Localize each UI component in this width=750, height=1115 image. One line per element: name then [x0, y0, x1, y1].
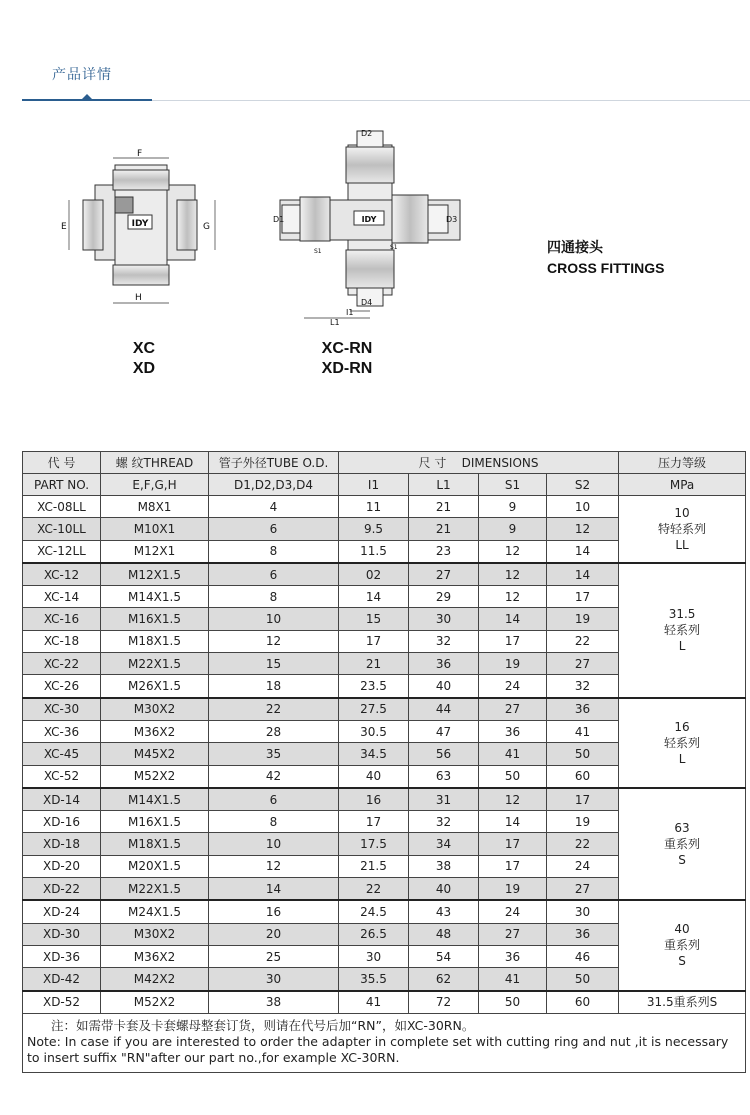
table-cell: 12	[209, 855, 339, 877]
table-cell: XC-18	[23, 630, 101, 652]
table-cell: 22	[547, 833, 619, 855]
table-cell: 24	[479, 900, 547, 923]
cross-fitting-diagram-xc	[55, 145, 230, 310]
table-cell: 32	[409, 630, 479, 652]
table-cell: 42	[209, 765, 339, 788]
table-cell: XD-24	[23, 900, 101, 923]
table-cell: 24	[479, 675, 547, 698]
table-cell: XC-14	[23, 586, 101, 608]
pressure-series-cn: 重系列	[664, 837, 701, 852]
pressure-series-code: LL	[675, 537, 689, 552]
table-cell: M36X2	[101, 945, 209, 967]
table-cell: 43	[409, 900, 479, 923]
table-cell: 27	[479, 698, 547, 721]
table-cell: 34.5	[339, 743, 409, 765]
table-cell: 50	[547, 968, 619, 991]
table-cell: 14	[339, 586, 409, 608]
table-cell: 62	[409, 968, 479, 991]
pressure-series-code: S	[678, 954, 686, 969]
table-cell: 15	[339, 608, 409, 630]
table-cell: 63	[409, 765, 479, 788]
header-l1: L1	[409, 474, 479, 496]
table-cell: 40	[409, 675, 479, 698]
table-cell: 27.5	[339, 698, 409, 721]
note-cell	[23, 1013, 746, 1072]
table-cell: 40	[339, 765, 409, 788]
table-cell: 17	[479, 630, 547, 652]
header-thread: 螺 纹THREAD	[101, 452, 209, 474]
dim-d2-label: D2	[361, 129, 373, 138]
table-cell: M30X2	[101, 923, 209, 945]
table-row	[23, 788, 746, 811]
table-cell: 30	[547, 900, 619, 923]
table-header-row	[23, 452, 746, 474]
table-cell: M16X1.5	[101, 811, 209, 833]
dim-g-label: G	[203, 222, 210, 232]
table-cell: M16X1.5	[101, 608, 209, 630]
table-cell: 54	[409, 945, 479, 967]
table-cell: XC-52	[23, 765, 101, 788]
table-cell: 22	[547, 630, 619, 652]
table-cell: 23	[409, 540, 479, 563]
table-cell: XC-30	[23, 698, 101, 721]
table-row	[23, 698, 746, 721]
table-cell: 36	[479, 945, 547, 967]
table-cell: 11	[339, 496, 409, 518]
table-cell: 12	[479, 540, 547, 563]
table-cell: XC-12	[23, 563, 101, 586]
table-cell: 36	[547, 698, 619, 721]
table-cell: 22	[209, 698, 339, 721]
table-cell: M45X2	[101, 743, 209, 765]
spec-table	[22, 451, 746, 1073]
table-row	[23, 991, 746, 1014]
table-cell: 31	[409, 788, 479, 811]
table-cell: 23.5	[339, 675, 409, 698]
table-cell: M8X1	[101, 496, 209, 518]
pressure-value: 10	[674, 505, 690, 520]
table-cell: 19	[547, 608, 619, 630]
table-cell: XD-18	[23, 833, 101, 855]
table-cell: M24X1.5	[101, 900, 209, 923]
table-cell: 36	[479, 720, 547, 742]
table-cell: M14X1.5	[101, 788, 209, 811]
pressure-series-code: L	[678, 751, 686, 766]
header-caret-icon	[82, 94, 92, 99]
product-name-cn: 四通接头	[547, 240, 603, 256]
table-cell: 16	[339, 788, 409, 811]
table-cell: 14	[209, 878, 339, 901]
table-cell: 15	[209, 653, 339, 675]
table-cell: 12	[479, 586, 547, 608]
table-cell: M30X2	[101, 698, 209, 721]
table-cell: 27	[409, 563, 479, 586]
header-accent-bar	[22, 99, 152, 101]
table-cell: 41	[479, 968, 547, 991]
table-cell: 12	[479, 563, 547, 586]
table-cell: 9	[479, 518, 547, 540]
table-cell: 24.5	[339, 900, 409, 923]
table-cell: 40	[409, 878, 479, 901]
pressure-cell	[619, 698, 746, 788]
table-cell: 10	[209, 608, 339, 630]
table-cell: 48	[409, 923, 479, 945]
header-s2: S2	[547, 474, 619, 496]
table-cell: 17	[547, 788, 619, 811]
table-cell: 8	[209, 586, 339, 608]
pressure-series-cn: 特轻系列	[658, 521, 707, 536]
table-cell: 35.5	[339, 968, 409, 991]
table-cell: 46	[547, 945, 619, 967]
table-cell: 50	[547, 743, 619, 765]
table-cell: 21	[409, 496, 479, 518]
table-cell: 30	[409, 608, 479, 630]
header-efgh: E,F,G,H	[101, 474, 209, 496]
table-cell: M10X1	[101, 518, 209, 540]
table-cell: 25	[209, 945, 339, 967]
note-cn: 注：如需带卡套及卡套螺母整套订货，则请在代号后加“RN”，如XC-30RN。	[51, 1017, 475, 1033]
table-cell: 60	[547, 991, 619, 1014]
table-cell: 12	[209, 630, 339, 652]
table-cell: XC-16	[23, 608, 101, 630]
product-name-en: CROSS FITTINGS	[547, 260, 665, 276]
pressure-value: 63	[674, 821, 690, 836]
pressure-value: 16	[674, 719, 690, 734]
table-cell: XD-52	[23, 991, 101, 1014]
table-cell: XD-16	[23, 811, 101, 833]
table-cell: 72	[409, 991, 479, 1014]
table-cell: M12X1.5	[101, 563, 209, 586]
table-cell: M20X1.5	[101, 855, 209, 877]
table-cell: XD-30	[23, 923, 101, 945]
dim-i1-label: I1	[346, 308, 354, 317]
dim-l1-label: L1	[330, 318, 340, 327]
header-s1: S1	[479, 474, 547, 496]
table-cell: XD-42	[23, 968, 101, 991]
table-cell: 21	[339, 653, 409, 675]
header-code: 代 号	[23, 452, 101, 474]
brand-mark: IDY	[131, 219, 149, 229]
note-row	[23, 1013, 746, 1072]
table-cell: 14	[479, 608, 547, 630]
table-cell: 28	[209, 720, 339, 742]
header-d1d4: D1,D2,D3,D4	[209, 474, 339, 496]
table-cell: M52X2	[101, 765, 209, 788]
table-cell: 38	[409, 855, 479, 877]
table-cell: 10	[547, 496, 619, 518]
table-cell: 24	[547, 855, 619, 877]
table-cell: 9	[479, 496, 547, 518]
table-cell: XC-12LL	[23, 540, 101, 563]
table-cell: 38	[209, 991, 339, 1014]
pressure-cell	[619, 900, 746, 990]
table-cell: 02	[339, 563, 409, 586]
table-cell: 6	[209, 563, 339, 586]
table-cell: 17	[547, 586, 619, 608]
table-cell: M12X1	[101, 540, 209, 563]
table-cell: 10	[209, 833, 339, 855]
table-cell: 29	[409, 586, 479, 608]
header-i1: I1	[339, 474, 409, 496]
header-title: 产品详情	[52, 67, 112, 83]
table-cell: 32	[547, 675, 619, 698]
dim-h-label: H	[135, 293, 142, 303]
table-cell: M18X1.5	[101, 833, 209, 855]
pressure-series-cn: 轻系列	[664, 735, 701, 750]
table-cell: 12	[547, 518, 619, 540]
table-cell: 26.5	[339, 923, 409, 945]
pressure-cell	[619, 496, 746, 563]
table-cell: XC-22	[23, 653, 101, 675]
table-cell: XC-10LL	[23, 518, 101, 540]
table-cell: 36	[409, 653, 479, 675]
header-mpa: MPa	[619, 474, 746, 496]
table-cell: 32	[409, 811, 479, 833]
table-cell: 14	[547, 540, 619, 563]
table-cell: XD-20	[23, 855, 101, 877]
table-cell: 19	[479, 653, 547, 675]
table-cell: 50	[479, 765, 547, 788]
table-cell: 17.5	[339, 833, 409, 855]
table-cell: 30.5	[339, 720, 409, 742]
table-cell: 19	[479, 878, 547, 901]
table-cell: 4	[209, 496, 339, 518]
table-cell: 14	[479, 811, 547, 833]
table-cell: 17	[339, 811, 409, 833]
table-cell: XC-45	[23, 743, 101, 765]
table-cell: 35	[209, 743, 339, 765]
table-cell: XC-08LL	[23, 496, 101, 518]
table-cell: XC-26	[23, 675, 101, 698]
diagram-label-xc: XC	[132, 340, 156, 357]
header-part-no: PART NO.	[23, 474, 101, 496]
dim-d3-label: D3	[446, 215, 458, 224]
table-cell: M14X1.5	[101, 586, 209, 608]
table-cell: 41	[339, 991, 409, 1014]
table-cell: M36X2	[101, 720, 209, 742]
diagram-label-xc-rn: XC-RN	[321, 340, 373, 357]
pressure-cell	[619, 563, 746, 698]
pressure-text: 31.5重系列S	[646, 995, 718, 1010]
table-cell: M18X1.5	[101, 630, 209, 652]
header-pressure: 压力等级	[619, 452, 746, 474]
table-cell: 17	[479, 855, 547, 877]
table-cell: 11.5	[339, 540, 409, 563]
table-row	[23, 563, 746, 586]
diagram-label-xd: XD	[132, 360, 156, 377]
pressure-value: 40	[674, 922, 690, 937]
table-cell: 27	[479, 923, 547, 945]
table-cell: M42X2	[101, 968, 209, 991]
table-cell: 14	[547, 563, 619, 586]
table-cell: 6	[209, 518, 339, 540]
brand-mark-rn: IDY	[361, 215, 377, 224]
dim-d1-label: D1	[273, 215, 285, 224]
table-cell: 60	[547, 765, 619, 788]
table-cell: 22	[339, 878, 409, 901]
table-cell: 27	[547, 878, 619, 901]
dim-f-label: F	[137, 149, 143, 159]
pressure-series-cn: 轻系列	[664, 623, 701, 638]
table-cell: 9.5	[339, 518, 409, 540]
table-cell: M22X1.5	[101, 653, 209, 675]
table-cell: 19	[547, 811, 619, 833]
dim-s1-right-label: S1	[390, 244, 398, 251]
table-cell: XD-36	[23, 945, 101, 967]
table-subheader-row	[23, 474, 746, 496]
pressure-series-code: L	[678, 639, 686, 654]
table-cell: 8	[209, 540, 339, 563]
table-cell: M22X1.5	[101, 878, 209, 901]
table-cell: 50	[479, 991, 547, 1014]
table-cell: M52X2	[101, 991, 209, 1014]
pressure-series-cn: 重系列	[664, 938, 701, 953]
table-cell: 44	[409, 698, 479, 721]
table-cell: XD-22	[23, 878, 101, 901]
table-cell: 36	[547, 923, 619, 945]
table-row	[23, 900, 746, 923]
table-cell: 6	[209, 788, 339, 811]
table-cell: XD-14	[23, 788, 101, 811]
table-cell: M26X1.5	[101, 675, 209, 698]
table-cell: 21	[409, 518, 479, 540]
note-en: Note: In case if you are interested to order the adapter in complete set with cutting ring and nut ,it is necessary to insert suffix "RN"after our part no.,for example XC-30RN.	[27, 1033, 729, 1065]
table-cell: 12	[479, 788, 547, 811]
pressure-value: 31.5	[668, 607, 696, 622]
table-cell: 27	[547, 653, 619, 675]
diagram-label-xd-rn: XD-RN	[321, 360, 373, 377]
cross-fitting-diagram-xc-rn	[270, 125, 470, 330]
table-cell: 16	[209, 900, 339, 923]
dim-d4-label: D4	[361, 298, 373, 307]
header-dimensions: 尺 寸 DIMENSIONS	[339, 452, 619, 474]
table-cell: 17	[339, 630, 409, 652]
header-tube: 管子外径TUBE O.D.	[209, 452, 339, 474]
table-row	[23, 496, 746, 518]
table-cell: 18	[209, 675, 339, 698]
table-cell: 41	[547, 720, 619, 742]
table-cell: XC-36	[23, 720, 101, 742]
table-cell: 41	[479, 743, 547, 765]
dim-e-label: E	[61, 222, 67, 232]
table-cell: 17	[479, 833, 547, 855]
table-cell: 34	[409, 833, 479, 855]
table-cell: 47	[409, 720, 479, 742]
pressure-cell	[619, 788, 746, 900]
pressure-series-code: S	[678, 853, 686, 868]
table-cell: 8	[209, 811, 339, 833]
table-cell: 56	[409, 743, 479, 765]
table-cell: 20	[209, 923, 339, 945]
table-cell: 30	[209, 968, 339, 991]
table-cell: 21.5	[339, 855, 409, 877]
table-cell: 30	[339, 945, 409, 967]
dim-s1-left-label: S1	[314, 248, 322, 255]
pressure-cell	[619, 991, 746, 1014]
